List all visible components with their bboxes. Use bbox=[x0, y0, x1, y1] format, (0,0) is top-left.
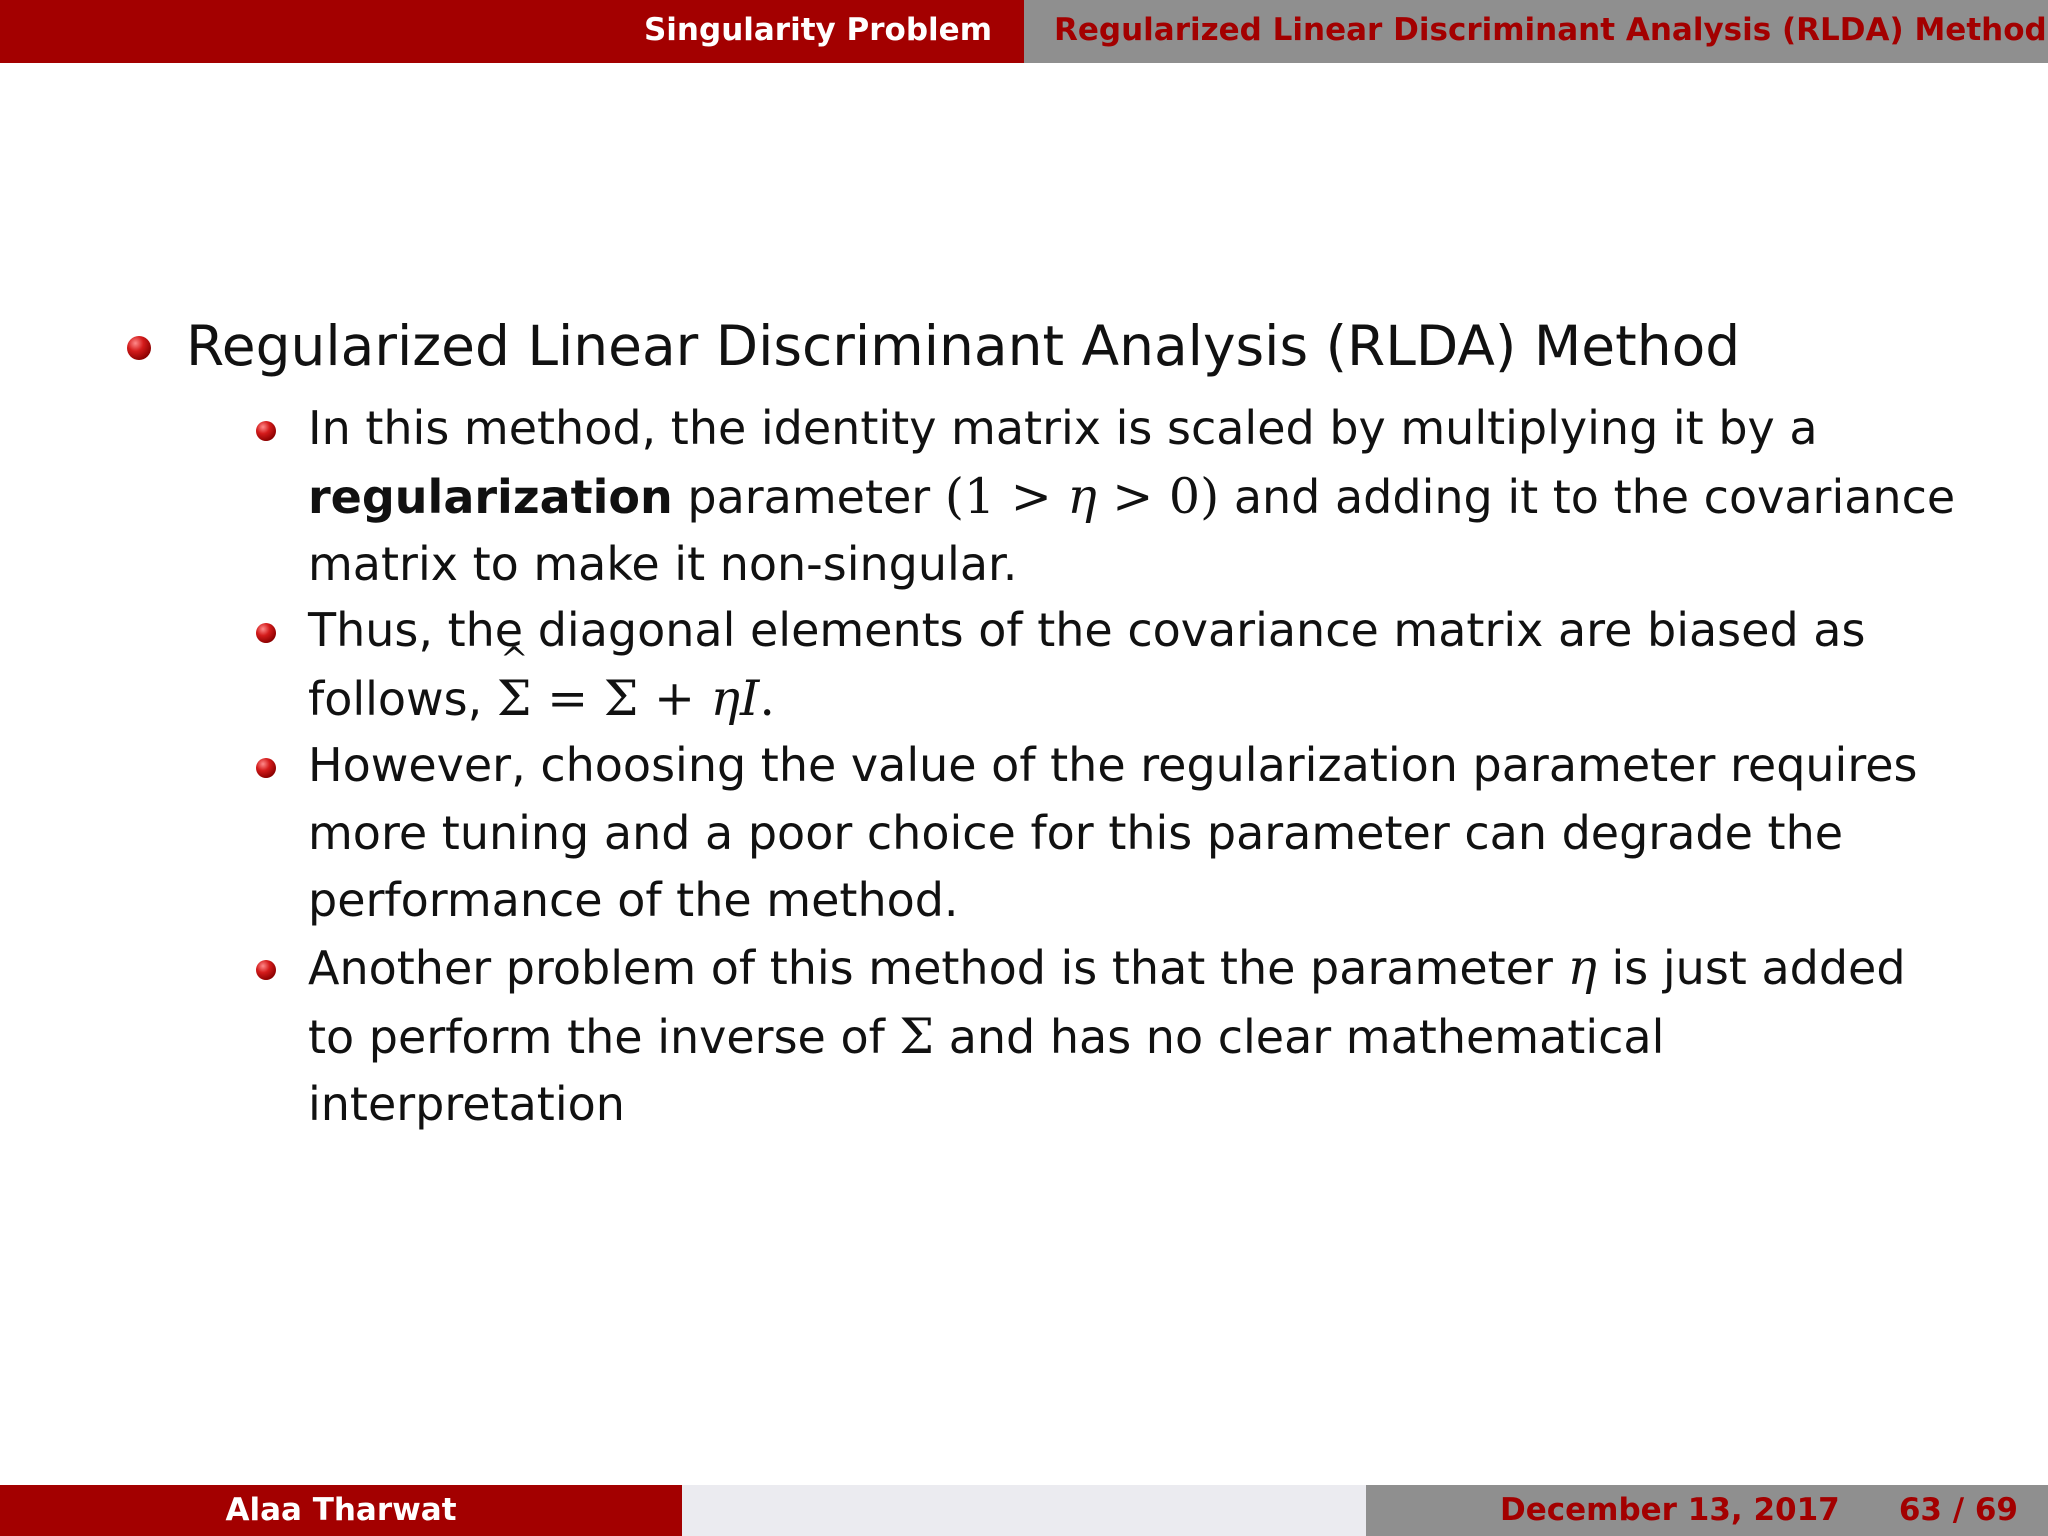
text-line bbox=[308, 665, 1998, 734]
footer-date: December 13, 2017 bbox=[1500, 1492, 1840, 1528]
footer-title-panel bbox=[682, 1485, 1366, 1536]
math-symbol-eta: η bbox=[1067, 467, 1097, 525]
header-section-title[interactable]: Singularity Problem bbox=[643, 12, 992, 48]
math-expression bbox=[945, 468, 1219, 525]
text-line: more tuning and a poor choice for this parameter can degrade the bbox=[308, 805, 1844, 860]
math-span: (1 > bbox=[944, 467, 1068, 525]
math-symbol-eta: η bbox=[1567, 939, 1597, 996]
text-span: parameter bbox=[672, 469, 945, 524]
text-span: follows, bbox=[308, 671, 497, 726]
text-line bbox=[308, 934, 1998, 1003]
text-line: However, choosing the value of the regularization parameter requires bbox=[308, 738, 1918, 792]
sub-bullet-text bbox=[308, 597, 1998, 733]
math-symbol-identity: I bbox=[739, 669, 760, 727]
bullet-ball-icon bbox=[256, 623, 276, 643]
math-span: . bbox=[759, 669, 775, 727]
bullet-ball-icon bbox=[256, 960, 276, 980]
text-line: matrix to make it non-singular. bbox=[308, 537, 1018, 591]
math-symbol-eta: η bbox=[710, 669, 740, 727]
text-line: In this method, the identity matrix is scaled by multiplying it by a bbox=[308, 401, 1818, 455]
sub-bullet-text bbox=[308, 395, 1998, 599]
footer-author: Alaa Tharwat bbox=[225, 1492, 457, 1528]
footer-bar bbox=[0, 1485, 2048, 1536]
text-line: Thus, the diagonal elements of the covariance matrix are biased as bbox=[308, 603, 1866, 657]
sub-bullet-text bbox=[308, 732, 1998, 935]
text-span: to perform the inverse of bbox=[308, 1009, 900, 1064]
sub-bullet-text bbox=[308, 934, 1998, 1139]
main-bullet-text: Regularized Linear Discriminant Analysis (RLDA) Method bbox=[186, 314, 1741, 378]
math-expression bbox=[497, 670, 775, 727]
bullet-ball-icon bbox=[256, 421, 276, 441]
math-symbol-sigma-hat: ^ Σ bbox=[497, 665, 532, 733]
bullet-ball-icon bbox=[127, 336, 151, 360]
text-line: performance of the method. bbox=[308, 873, 959, 927]
text-span: and has no clear mathematical bbox=[934, 1009, 1665, 1064]
header-subsection-title[interactable]: Regularized Linear Discriminant Analysis (RLDA) Method bbox=[1054, 12, 2047, 48]
bullet-ball-icon bbox=[256, 758, 276, 778]
footer-page-number: 63 / 69 bbox=[1898, 1492, 2018, 1528]
math-span: = Σ + bbox=[531, 669, 711, 727]
text-span: and adding it to the covariance bbox=[1219, 469, 1956, 524]
text-line: interpretation bbox=[308, 1077, 625, 1131]
text-line bbox=[308, 1003, 1998, 1072]
math-span: > 0) bbox=[1096, 467, 1220, 525]
text-line bbox=[308, 463, 1998, 532]
math-symbol-sigma: Σ bbox=[899, 1007, 935, 1065]
text-span: Another problem of this method is that the parameter bbox=[308, 941, 1568, 995]
bold-term: regularization bbox=[308, 469, 673, 524]
text-span: is just added bbox=[1596, 941, 1906, 995]
